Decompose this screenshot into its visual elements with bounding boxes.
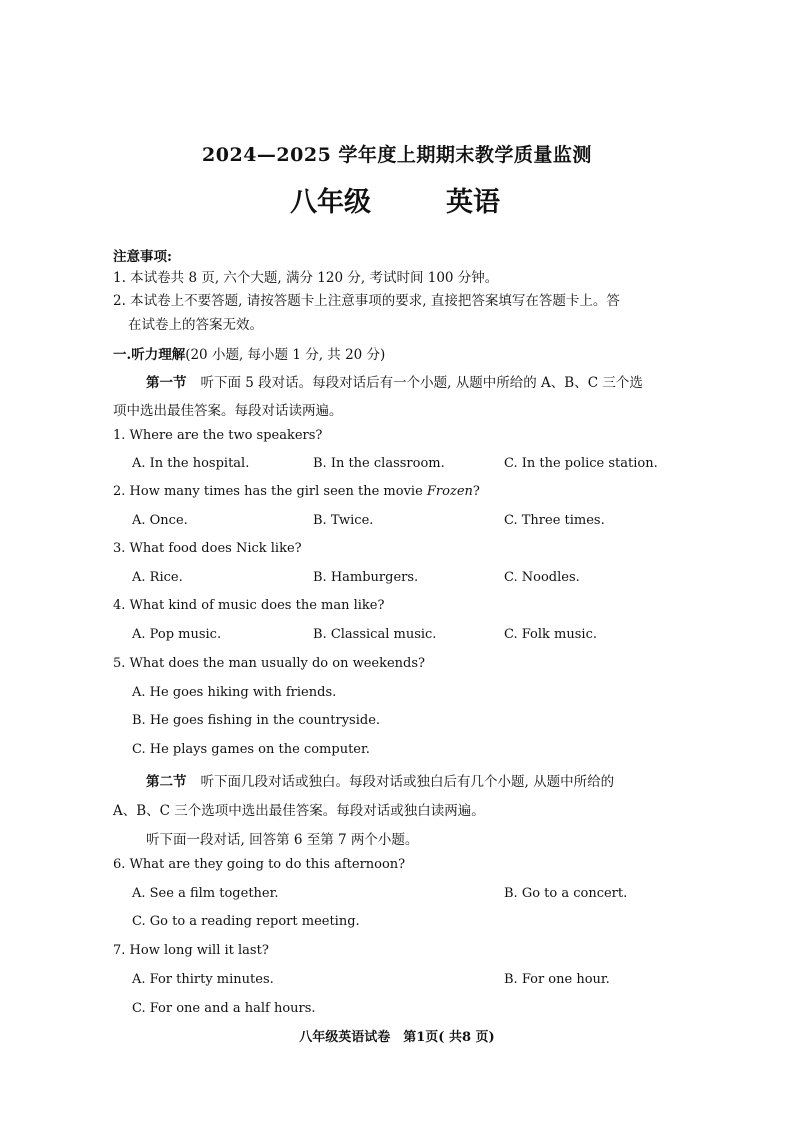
section-title: 听力理解 bbox=[131, 347, 186, 363]
question-2-text: 2. How many times has the girl seen the movie bbox=[113, 484, 427, 499]
q2-option-b: B. Twice. bbox=[313, 513, 374, 528]
subject-label: 英语 bbox=[446, 187, 500, 218]
notice-item-2-continued: 在试卷上的答案无效。 bbox=[128, 317, 263, 333]
q1-option-a: A. In the hospital. bbox=[132, 456, 250, 471]
part-1-instruction-line-1: 听下面 5 段对话。每段对话后有一个小题, 从题中所给的 A、B、C 三个选 bbox=[200, 375, 643, 391]
question-2-mark: ? bbox=[472, 484, 480, 499]
part-2-sub-instruction: 听下面一段对话, 回答第 6 至第 7 两个小题。 bbox=[146, 832, 419, 848]
part-1-label: 第一节 bbox=[146, 375, 187, 391]
q4-option-a: A. Pop music. bbox=[132, 627, 222, 642]
question-1: 1. Where are the two speakers? bbox=[113, 428, 323, 443]
question-7: 7. How long will it last? bbox=[113, 943, 269, 958]
question-3: 3. What food does Nick like? bbox=[113, 541, 302, 556]
q1-option-c: C. In the police station. bbox=[504, 456, 658, 471]
q5-option-a: A. He goes hiking with friends. bbox=[132, 685, 337, 700]
q3-option-a: A. Rice. bbox=[132, 570, 183, 585]
q6-option-b: B. Go to a concert. bbox=[504, 886, 628, 901]
q4-option-b: B. Classical music. bbox=[313, 627, 437, 642]
part-2-instruction-line-1: 听下面几段对话或独白。每段对话或独白后有几个小题, 从题中所给的 bbox=[200, 774, 615, 790]
exam-title: 2024—2025 学年度上期期末教学质量监测 bbox=[202, 144, 592, 166]
page-footer: 八年级英语试卷 第1页( 共8 页) bbox=[299, 1030, 495, 1045]
q7-option-b: B. For one hour. bbox=[504, 972, 610, 987]
notice-item-1: 1. 本试卷共 8 页, 六个大题, 满分 120 分, 考试时间 100 分钟。 bbox=[113, 270, 499, 286]
question-6: 6. What are they going to do this afternoon? bbox=[113, 857, 406, 872]
notice-heading: 注意事项: bbox=[113, 249, 172, 265]
q5-option-c: C. He plays games on the computer. bbox=[132, 742, 370, 757]
part-1-instruction-line-2: 项中选出最佳答案。每段对话读两遍。 bbox=[113, 403, 343, 419]
movie-title: Frozen bbox=[426, 484, 473, 499]
question-2 bbox=[113, 484, 480, 499]
q5-option-b: B. He goes fishing in the countryside. bbox=[132, 713, 381, 728]
part-2-instruction bbox=[146, 770, 614, 790]
question-5: 5. What does the man usually do on weekends? bbox=[113, 656, 426, 671]
exam-subtitle bbox=[0, 180, 794, 218]
part-2-label: 第二节 bbox=[146, 774, 187, 790]
notice-item-2: 2. 本试卷上不要答题, 请按答题卡上注意事项的要求, 直接把答案填写在答题卡上。答 bbox=[113, 293, 620, 309]
q6-option-c: C. Go to a reading report meeting. bbox=[132, 914, 360, 929]
q2-option-c: C. Three times. bbox=[504, 513, 605, 528]
q1-option-b: B. In the classroom. bbox=[313, 456, 445, 471]
q7-option-c: C. For one and a half hours. bbox=[132, 1001, 316, 1016]
q7-option-a: A. For thirty minutes. bbox=[132, 972, 274, 987]
q3-option-b: B. Hamburgers. bbox=[313, 570, 419, 585]
part-2-instruction-line-2: A、B、C 三个选项中选出最佳答案。每段对话或独白读两遍。 bbox=[113, 803, 485, 819]
q4-option-c: C. Folk music. bbox=[504, 627, 597, 642]
question-4: 4. What kind of music does the man like? bbox=[113, 598, 385, 613]
section-1-heading bbox=[113, 343, 385, 363]
section-scoring: (20 小题, 每小题 1 分, 共 20 分) bbox=[185, 347, 386, 363]
grade-label: 八年级 bbox=[290, 187, 371, 218]
section-number: 一. bbox=[113, 347, 132, 363]
q2-option-a: A. Once. bbox=[132, 513, 188, 528]
q6-option-a: A. See a film together. bbox=[132, 886, 279, 901]
q3-option-c: C. Noodles. bbox=[504, 570, 580, 585]
part-1-instruction bbox=[146, 371, 643, 391]
